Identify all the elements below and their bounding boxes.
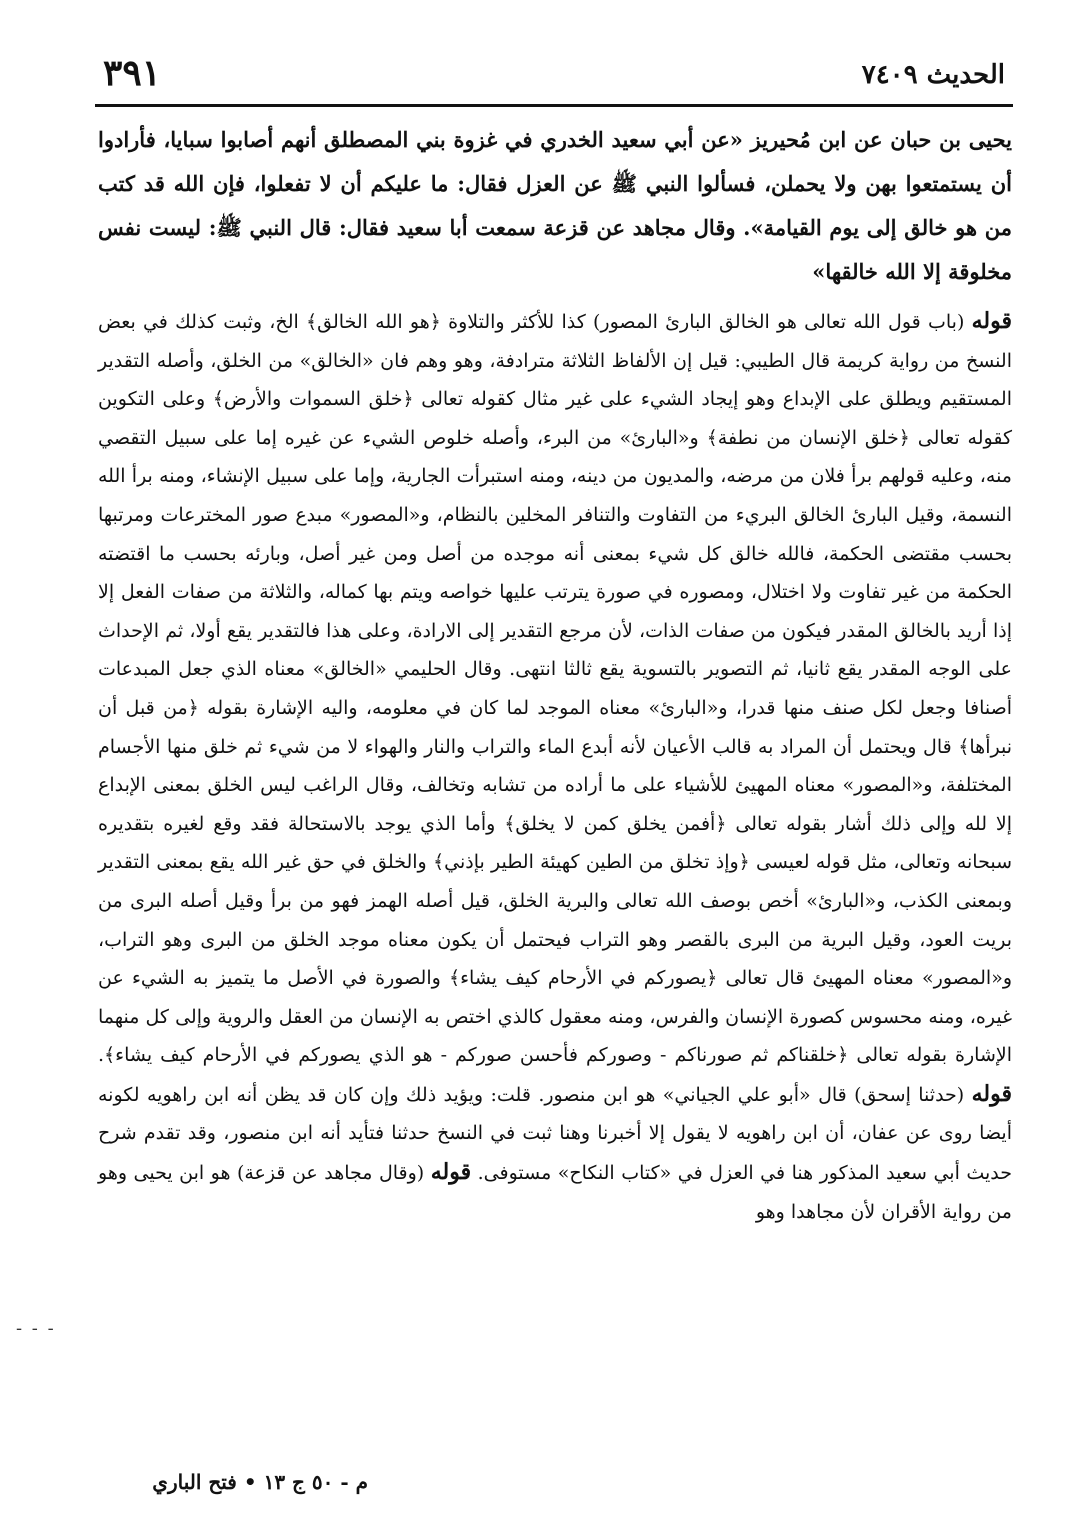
- commentary-paragraph: [98, 302, 1012, 1231]
- commentary-marker-2: قوله: [971, 1080, 1012, 1107]
- commentary-marker-3: قوله: [430, 1159, 472, 1186]
- margin-note: - - -: [16, 1318, 56, 1339]
- page-header: [95, 52, 1015, 100]
- hadith-text: يحيى بن حبان عن ابن مُحيريز «عن أبي سعيد الخدري في غزوة بني المصطلق أنهم أصابوا سبايا، فأرادوا أن يستمتعوا بهن ولا يحملن، فسألوا النبي ﷺ عن العزل فقال: ما عليكم أن لا تفعلوا، فإن الله قد كتب من هو خالق إلى يوم القيامة». وقال مجاهد عن قزعة سمعت أبا سعيد فقال: قال النبي ﷺ: ليست نفس مخلوقة إلا الله خالقها»: [98, 127, 1012, 284]
- commentary-text-3: (وقال مجاهد عن قزعة) هو ابن يحيى وهو من رواية الأقران لأن مجاهدا وهو: [98, 1162, 1012, 1223]
- commentary-text: (باب قول الله تعالى هو الخالق البارئ المصور) كذا للأكثر والتلاوة ﴿هو الله الخالق﴾ الخ، وثبت كذلك في بعض النسخ من رواية كريمة قال الطيبي: قيل إن الألفاظ الثلاثة مترادفة، وهو وهم فان «الخالق» من الخلق، وأصله التقدير المستقيم ويطلق على الإبداع وهو إيجاد الشيء على غير مثال كقوله تعالى ﴿خلق السموات والأرض﴾ وعلى التكوين كقوله تعالى ﴿خلق الإنسان من نطفة﴾ و«البارئ» من البرء، وأصله خلوص الشيء عن غيره إما على سبيل التقصي منه، وعليه قولهم برأ فلان من مرضه، والمديون من دينه، ومنه استبرأت الجارية، وإما على سبيل الإنشاء، ومنه برأ الله النسمة، وقيل البارئ الخالق البريء من التفاوت والتنافر المخلين بالنظام، و«المصور» مبدع صور المخترعات ومرتبها بحسب مقتضى الحكمة، فالله خالق كل شيء بمعنى أنه موجده من أصل ومن غير أصل، وبارئه بحسب ما اقتضته الحكمة من غير تفاوت ولا اختلال، ومصوره في صورة يترتب عليها خواصه ويتم بها كماله، والثلاثة من صفات الفعل إلا إذا أريد بالخالق المقدر فيكون من صفات الذات، لأن مرجع التقدير إلى الارادة، وعلى هذا فالتقدير يقع أولا، ثم الإحداث على الوجه المقدر يقع ثانيا، ثم التصوير بالتسوية يقع ثالثا انتهى. وقال الحليمي «الخالق» معناه الذي جعل المبدعات أصنافا وجعل لكل صنف منها قدرا، و«البارئ» معناه الموجد لما كان في معلومه، واليه الإشارة بقوله ﴿من قبل أن نبرأها﴾ قال ويحتمل أن المراد به قالب الأعيان لأنه أبدع الماء والتراب والنار والهواء لا من شيء ثم خلق منها الأجسام المختلفة، و«المصور» معناه المهيئ للأشياء على ما أراده من تشابه وتخالف، وقال الراغب ليس الخلق بمعنى الإبداع إلا لله وإلى ذلك أشار بقوله تعالى ﴿أفمن يخلق كمن لا يخلق﴾ وأما الذي يوجد بالاستحالة فقد وقع لغيره بتقديره سبحانه وتعالى، مثل قوله لعيسى ﴿وإذ تخلق من الطين كهيئة الطير بإذني﴾ والخلق في حق غير الله يقع بمعنى التقدير وبمعنى الكذب، و«البارئ» أخص بوصف الله تعالى والبرية الخلق، قيل أصله الهمز فهو من برأ وقيل أصله البرى من بريت العود، وقيل البرية من البرى بالقصر وهو التراب فيحتمل أن يكون معناه موجد الخلق من البرى وهو التراب، و«المصور» معناه المهيئ قال تعالى ﴿يصوركم في الأرحام كيف يشاء﴾ والصورة في الأصل ما يتميز به الشيء عن غيره، ومنه محسوس كصورة الإنسان والفرس، ومنه معقول كالذي اختص به الإنسان من العقل والروية وإلى كل منهما الإشارة بقوله تعالى ﴿خلقناكم ثم صورناكم - وصوركم فأحسن صوركم - هو الذي يصوركم في الأرحام كيف يشاء﴾.: [98, 311, 1012, 1067]
- commentary-text-2: (حدثنا إسحق) قال «أبو علي الجياني» هو ابن منصور. قلت: ويؤيد ذلك وإن كان قد يظن أنه ابن راهويه لكونه أيضا روى عن عفان، أن ابن راهويه لا يقول إلا أخبرنا وهنا ثبت في النسخ حدثنا فتأيد أنه ابن منصور، وقد تقدم شرح حديث أبي سعيد المذكور هنا في العزل في «كتاب النكاح» مستوفى.: [98, 1083, 1013, 1185]
- header-divider: [95, 104, 1013, 107]
- page-body: [98, 118, 1012, 1231]
- page-number: ٣٩١: [103, 52, 162, 94]
- footer-signature: م - ٥٠ ج ١٣ • فتح الباري: [152, 1470, 368, 1494]
- hadith-number-heading: الحديث ٧٤٠٩: [861, 60, 1005, 90]
- commentary-marker: قوله: [971, 308, 1012, 334]
